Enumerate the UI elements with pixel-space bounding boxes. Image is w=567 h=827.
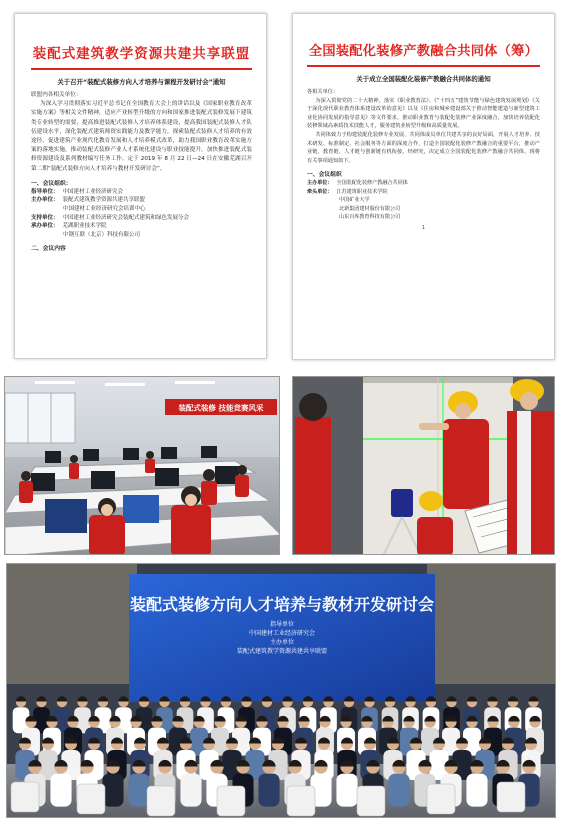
- support-value: 中国建材工业经济研究会装配式建筑和绿色发展分会: [62, 214, 190, 221]
- right-doc-lead-row-2: [307, 196, 540, 204]
- right-doc-subtitle: 关于成立全国装配化装修产教融合共同体的通知: [356, 75, 491, 83]
- group-scene: [7, 564, 556, 818]
- left-doc-section-1: 一、会议组织：: [31, 180, 72, 187]
- group-banner-title: 装配式装修方向人才培养与教材开发研讨会: [129, 595, 435, 614]
- wall-banner-text: 装配式装修 技能竞赛风采: [178, 403, 264, 413]
- banner-line-3: 主办单位: [269, 639, 295, 646]
- right-doc-salutation: 各相关单位：: [307, 89, 339, 95]
- left-doc-title: 装配式建筑教学资源共建共享联盟: [32, 46, 251, 62]
- left-doc-section-2: 二、会议内容: [31, 246, 66, 253]
- organizer-value-1: 芜湖职业技术学院: [62, 223, 107, 230]
- lead-value-4: 山东百库教育科技有限公司: [339, 213, 401, 220]
- guidance-value: 中国建材工业经济研究会: [62, 188, 124, 195]
- classroom-photo: [4, 376, 280, 555]
- attendee-body: [128, 774, 149, 807]
- right-doc-body: [307, 88, 540, 165]
- right-doc-host-row: [307, 179, 540, 187]
- left-doc-support-row: [31, 214, 252, 223]
- installation-lab-photo: [292, 376, 555, 555]
- attendee-body: [102, 774, 123, 807]
- host-label: 主办单位：: [31, 197, 59, 204]
- seminar-group-photo: [6, 563, 556, 818]
- right-host-label: 主办单位：: [307, 180, 333, 187]
- host-value-1: 装配式建筑教学资源共建共享联盟: [62, 197, 146, 204]
- banner-line-2: 中国建材工业经济研究会: [248, 630, 316, 637]
- left-doc-salutation: 联盟内各相关单位：: [31, 92, 82, 98]
- organizer-value-2: 中钢互联（北京）科技有限公司: [63, 231, 141, 238]
- left-doc-guidance-row: [31, 188, 252, 197]
- right-doc-lead-row: [307, 188, 540, 196]
- right-doc-lead-row-3: [307, 205, 540, 213]
- left-doc-organizer-row-2: [31, 231, 252, 240]
- left-doc-organizer-row: [31, 222, 252, 231]
- host-value-2: 中国建材工业经济研究会培训中心: [63, 206, 146, 213]
- left-doc-body: [31, 91, 252, 174]
- attendee-body: [336, 774, 357, 807]
- guidance-label: 指导单位：: [31, 188, 59, 195]
- left-doc-paragraph: 为深入学习贯彻落实习近平总书记在全国教育大会上的讲话以及《国家职业教育改革实施方案》等相关文件精神，适应产业转型升级的方向和国家推进装配式装修发展下建筑类专业转型的需要，提高推进装配式装修人才培养体系建设，提高我国装配式装修人才队伍建设水平，深化装配式建筑师资实践能力及教学能力，探索装配式装修人才培养的有效途径，促进建筑产业现代化教育发展和人才培养模式改革，助力我国职业教育改革实施方案的落地实施，推动装配式装修产业人才系统化建设与职业技能提升，加快推进装配式装修资源建设及系列教材编写任务工作。定于 2019 年 8 月 22 日—24 日在安徽芜湖召开第二期“装配式装修方向人才培养与教材开发研讨会”。: [31, 101, 252, 172]
- right-doc-paragraph-1: 为深入贯彻党的二十大精神，落实《职业教育法》、《“十四五”建筑节能与绿色建筑发展规划》《关于深化现代职业教育体系建设改革的意见》以及《住房和城乡建设部关于推动智能建造与新型建筑工业化协同发展的指导意见》等文件要求，推动职业教育与装配化装修产业深度融合，加快培养装配化装修领域高素质技术技能人才，服务建筑业转型升级和高质量发展。: [307, 97, 540, 130]
- attendee-body: [258, 774, 279, 807]
- right-document-page: [292, 13, 555, 360]
- left-doc-subtitle: 关于召开“装配式装修方向人才培养与课程开发研讨会”通知: [57, 78, 226, 86]
- lead-value-2: 中国矿业大学: [339, 197, 370, 204]
- right-doc-title: 全国装配化装修产教融合共同体（筹）: [308, 44, 539, 59]
- attendee-body: [388, 774, 409, 807]
- right-host-value: 全国装配化装修产教融合共同体: [336, 180, 408, 187]
- banner-line-1: 指导单位: [269, 621, 295, 628]
- lead-value-1: 江苏建筑职业技术学院: [336, 188, 388, 195]
- banner-line-4: 装配式建筑教学资源共建共享联盟: [236, 648, 328, 655]
- attendee-body: [466, 774, 487, 807]
- left-doc-host-row: [31, 196, 252, 205]
- right-doc-lead-row-4: [307, 213, 540, 221]
- left-doc-red-rule: [31, 68, 252, 70]
- right-doc-paragraph-2: 共同体致力于构建装配化装修专业发展、共同体成员单位共建共享的良好局面，开展人才培养、技术研发、标准制定、社会服务等方面的深度合作，打造全国装配化装修产教融合的重要平台，推动产业链、教育链、人才链与创新链有机衔接。经研究，决定成立全国装配化装修产教融合共同体，现将有关事项通知如下。: [307, 131, 540, 164]
- right-doc-red-rule: [307, 65, 540, 67]
- left-document-page: [14, 13, 267, 359]
- attendee-body: [50, 774, 71, 807]
- lead-value-3: 北新集团建材股份有限公司: [339, 205, 401, 212]
- laser-level-tool: [391, 489, 413, 517]
- attendee-body: [180, 774, 201, 807]
- lab-scene: [293, 377, 555, 555]
- right-doc-page-number: 1: [421, 225, 426, 232]
- blue-backdrop-banner: [129, 574, 435, 702]
- classroom-scene: [5, 377, 280, 555]
- left-doc-host-row-2: [31, 205, 252, 214]
- lead-label: 牵头单位：: [307, 188, 333, 195]
- right-doc-section-1: 一、会议组织: [307, 172, 342, 179]
- organizer-label: 承办单位：: [31, 223, 59, 230]
- support-label: 支持单位：: [31, 214, 59, 221]
